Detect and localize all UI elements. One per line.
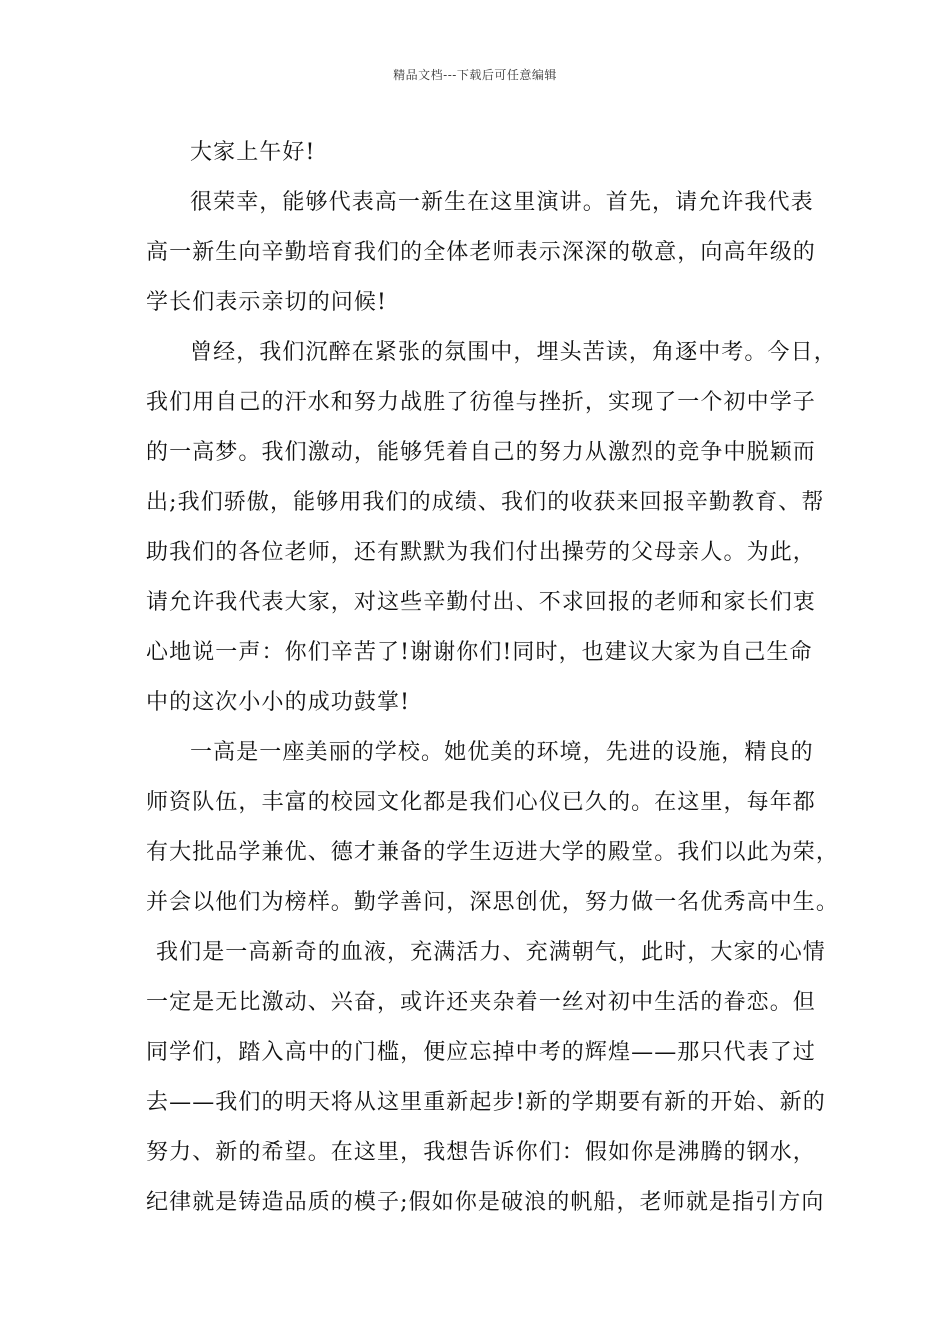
text-line: 我们用自己的汗水和努力战胜了彷徨与挫折，实现了一个初中学子 [146,390,816,415]
text-line: 努力、新的希望。在这里，我想告诉你们：假如你是沸腾的钢水， [146,1140,816,1165]
text-line: 去——我们的明天将从这里重新起步!新的学期要有新的开始、新的 [146,1090,826,1115]
text-line: 心地说一声：你们辛苦了!谢谢你们!同时，也建议大家为自己生命 [146,640,813,665]
text-line: 大家上午好! [190,140,316,165]
text-line: 纪律就是铸造品质的模子;假如你是破浪的帆船，老师就是指引方向 [146,1190,825,1215]
text-line: 很荣幸，能够代表高一新生在这里演讲。首先，请允许我代表 [190,190,814,215]
text-line: 出;我们骄傲，能够用我们的成绩、我们的收获来回报辛勤教育、帮 [146,490,825,515]
text-line: 师资队伍，丰富的校园文化都是我们心仪已久的。在这里，每年都 [146,790,816,815]
text-line: 曾经，我们沉醉在紧张的氛围中，埋头苦读，角逐中考。今日， [190,340,837,365]
page-header: 精品文档---下载后可任意编辑 [393,68,557,82]
text-line: 一高是一座美丽的学校。她优美的环境，先进的设施，精良的 [190,740,814,765]
text-line: 高一新生向辛勤培育我们的全体老师表示深深的敬意，向高年级的 [146,240,816,265]
text-line: 中的这次小小的成功鼓掌! [146,690,411,715]
document-body [146,128,840,1228]
text-line: 的一高梦。我们激动，能够凭着自己的努力从激烈的竞争中脱颖而 [146,440,816,465]
text-line: 并会以他们为榜样。勤学善问，深思创优，努力做一名优秀高中生。 [146,890,840,915]
text-line: 我们是一高新奇的血液，充满活力、充满朝气，此时，大家的心情 [156,940,826,965]
text-line: 有大批品学兼优、德才兼备的学生迈进大学的殿堂。我们以此为荣， [146,840,840,865]
text-line: 请允许我代表大家，对这些辛勤付出、不求回报的老师和家长们衷 [146,590,816,615]
text-line: 学长们表示亲切的问候! [146,290,387,315]
text-line: 一定是无比激动、兴奋，或许还夹杂着一丝对初中生活的眷恋。但 [146,990,816,1015]
text-line: 同学们，踏入高中的门槛，便应忘掉中考的辉煌——那只代表了过 [146,1040,816,1065]
text-line: 助我们的各位老师，还有默默为我们付出操劳的父母亲人。为此， [146,540,816,565]
